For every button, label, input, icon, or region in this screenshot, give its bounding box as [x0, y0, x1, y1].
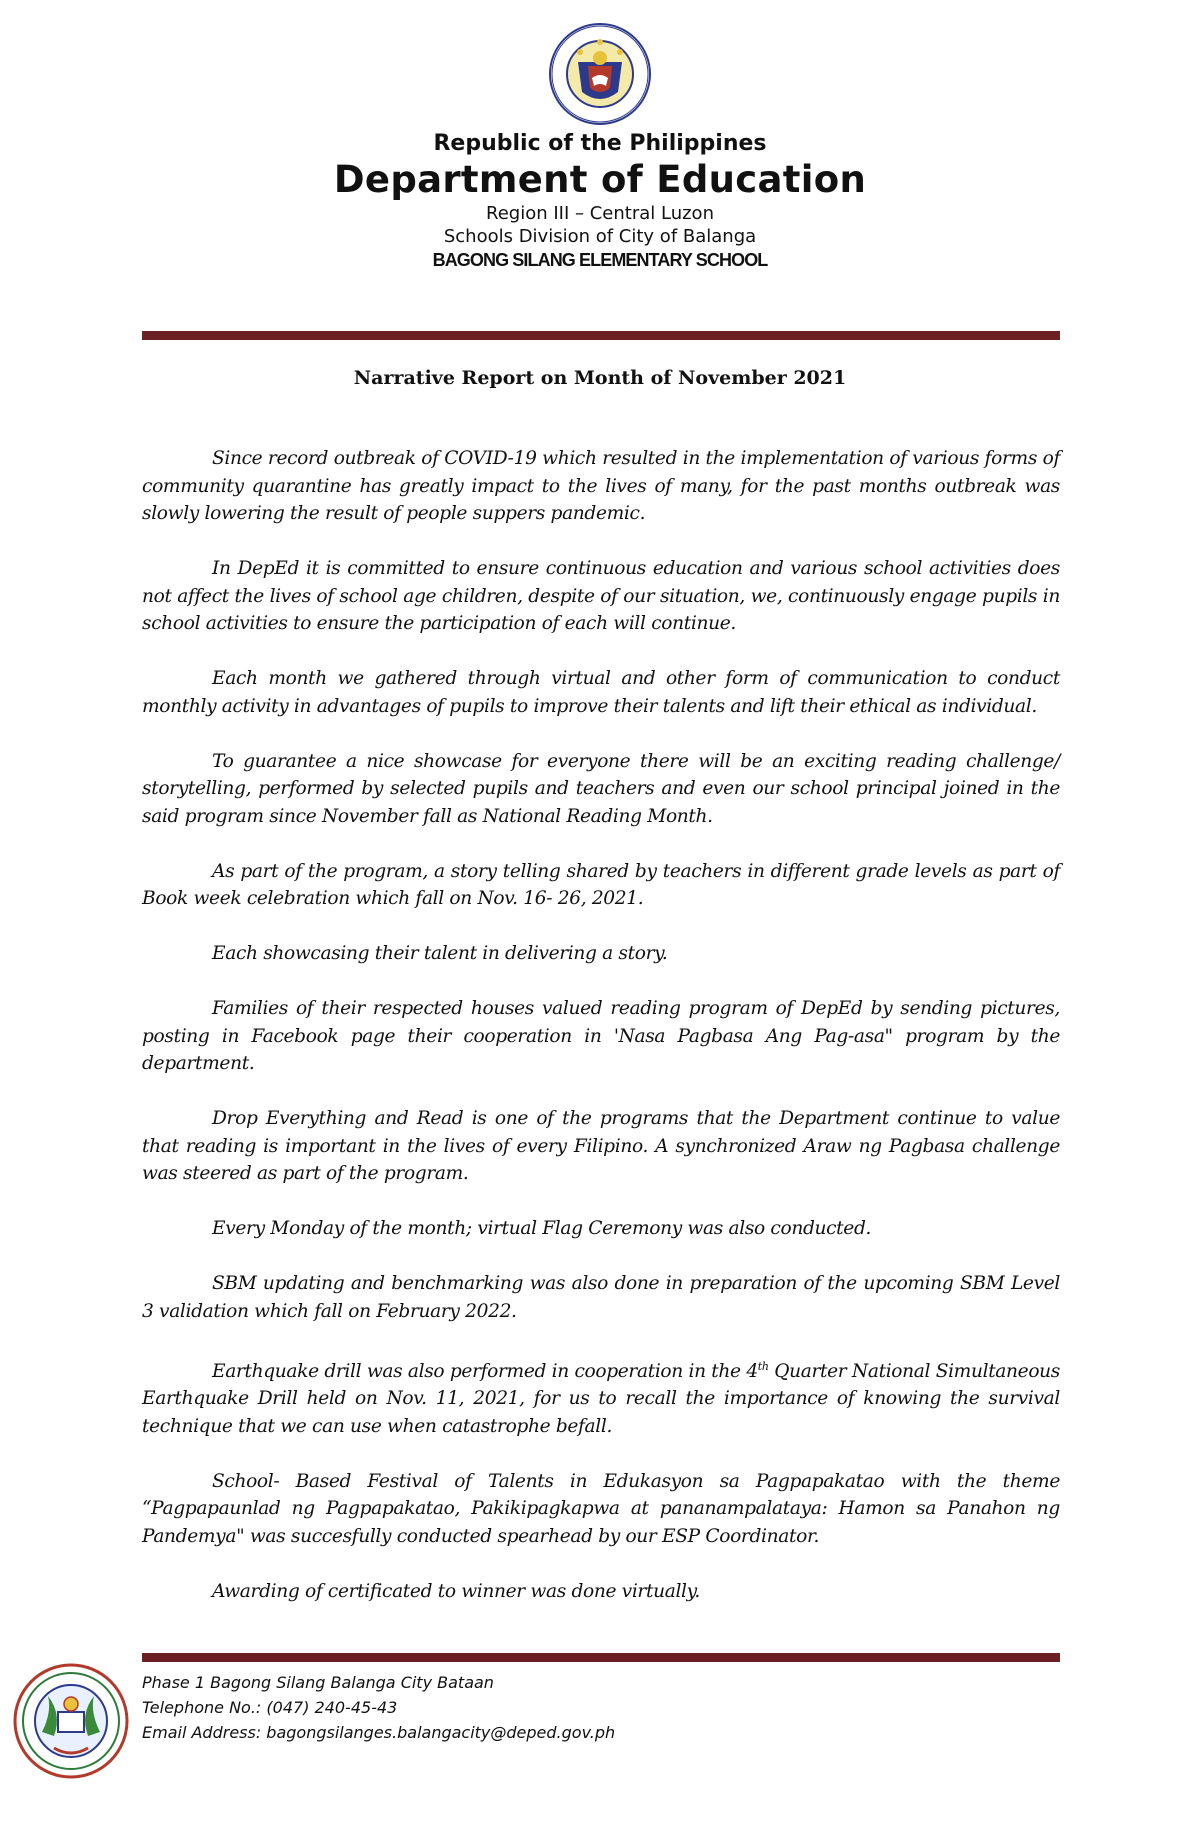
earthquake-text-end: Quarter National Simultaneous Earthquake Drill held on Nov. 11, 2021, for us to recall the importance of knowing the survival technique that we can use when catastrophe befall.	[142, 1360, 1060, 1437]
footer-telephone: Telephone No.: (047) 240-45-43	[142, 1698, 398, 1717]
footer-email: Email Address: bagongsilanges.balangacity@deped.gov.ph	[142, 1723, 616, 1742]
paragraph: SBM updating and benchmarking was also done in preparation of the upcoming SBM Level 3 validation which fall on February 2022.	[142, 1273, 1060, 1322]
paragraph: Each month we gathered through virtual and other form of communication to conduct monthly activity in advantages of pupils to improve their talents and lift their ethical as individual.	[142, 668, 1060, 717]
footer-divider	[142, 1653, 1060, 1662]
region-line: Region III – Central Luzon	[486, 203, 714, 224]
report-body	[142, 445, 1060, 1633]
earthquake-paragraph	[142, 1353, 1060, 1441]
paragraph: Families of their respected houses valued reading program of DepEd by sending pictures, posting in Facebook page their cooperation in 'Nasa Pagbasa Ang Pag-asa" program by the department.	[142, 998, 1060, 1074]
school-seal-logo	[12, 1662, 130, 1780]
deped-seal-logo	[548, 22, 652, 126]
paragraph: Drop Everything and Read is one of the programs that the Department continue to value that reading is important in the lives of every Filipino. A synchronized Araw ng Pagbasa challenge was steered as part of the program.	[142, 1108, 1060, 1184]
report-title: Narrative Report on Month of November 2021	[353, 367, 847, 389]
paragraph: In DepEd it is committed to ensure continuous education and various school activities does not affect the lives of school age children, despite of our situation, we, continuously engage pupils in school activities to ensure the participation of each will continue.	[142, 558, 1060, 634]
earthquake-text-start: Earthquake drill was also performed in cooperation in the 4	[212, 1360, 758, 1382]
paragraph: School- Based Festival of Talents in Edukasyon sa Pagpapakatao with the theme “Pagpapaunlad ng Pagpapakatao, Pakikipagkapwa at pananampalataya: Hamon sa Panahon ng Pandemya" was succesfully conducted spearhead by our ESP Coordinator.	[142, 1470, 1060, 1547]
footer-address: Phase 1 Bagong Silang Balanga City Bataan	[142, 1673, 494, 1692]
footer-contact	[142, 1670, 842, 1745]
republic-heading: Republic of the Philippines	[433, 131, 767, 156]
ordinal-suffix: th	[757, 1359, 769, 1373]
school-name: BAGONG SILANG ELEMENTARY SCHOOL	[432, 250, 768, 270]
paragraph: Awarding of certificated to winner was done virtually.	[212, 1580, 700, 1602]
paragraph: To guarantee a nice showcase for everyone there will be an exciting reading challenge/ storytelling, performed by selected pupils and teachers and even our school principal joined in the said program since November fall as National Reading Month.	[142, 750, 1060, 827]
paragraph: Every Monday of the month; virtual Flag Ceremony was also conducted.	[212, 1218, 872, 1239]
letterhead	[0, 130, 1200, 272]
header-divider	[142, 331, 1060, 340]
division-line: Schools Division of City of Balanga	[443, 226, 757, 247]
paragraph: As part of the program, a story telling shared by teachers in different grade levels as part of Book week celebration which fall on Nov. 16- 26, 2021.	[142, 860, 1060, 909]
department-heading: Department of Education	[333, 158, 867, 201]
paragraph: Each showcasing their talent in delivering a story.	[212, 943, 668, 964]
paragraph: Since record outbreak of COVID-19 which resulted in the implementation of various forms of community quarantine has greatly impact to the lives of many, for the past months outbreak was slowly lowering the result of people suppers pandemic.	[142, 448, 1060, 524]
